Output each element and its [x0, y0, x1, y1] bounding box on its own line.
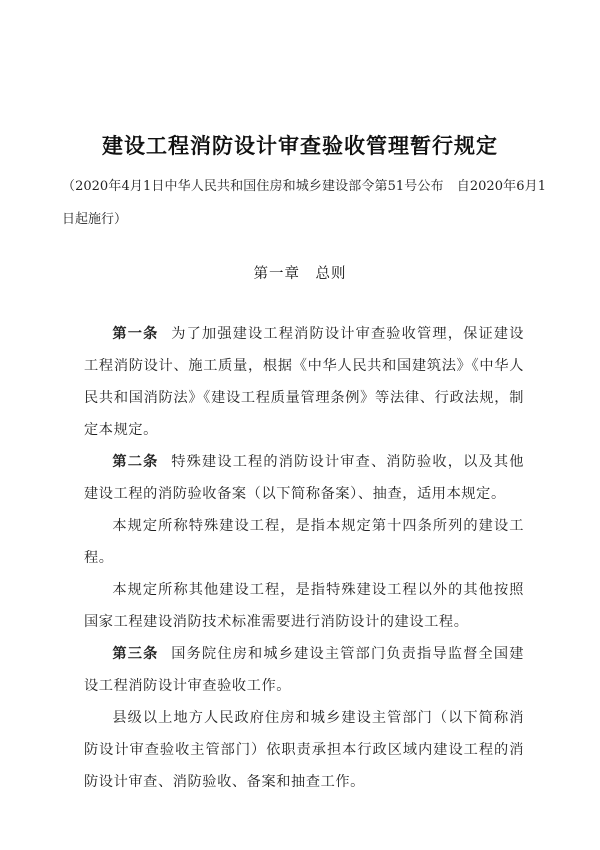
article-label: 第一条	[112, 326, 159, 342]
article-3-clause-paragraph	[84, 702, 524, 798]
article-label: 第二条	[112, 454, 159, 470]
document-body	[84, 318, 524, 798]
article-label: 第三条	[112, 646, 159, 662]
article-text: 本规定所称其他建设工程，是指特殊建设工程以外的其他按照国家工程建设消防技术标准需要进行消防设计的建设工程。	[84, 582, 524, 630]
article-1-paragraph	[84, 318, 524, 446]
article-text: 本规定所称特殊建设工程，是指本规定第十四条所列的建设工程。	[84, 518, 524, 566]
article-2-paragraph	[84, 446, 524, 510]
article-3-paragraph	[84, 638, 524, 702]
article-text: 县级以上地方人民政府住房和城乡建设主管部门（以下简称消防设计审查验收主管部门）依职责承担本行政区域内建设工程的消防设计审查、消防验收、备案和抽查工作。	[84, 710, 524, 790]
article-2-clause-paragraph	[84, 574, 524, 638]
document-title: 建设工程消防设计审查验收管理暂行规定	[102, 134, 498, 158]
article-2-clause-paragraph	[84, 510, 524, 574]
document-subtitle: （2020年4月1日中华人民共和国住房和城乡建设部令第51号公布 自2020年6月1日起施行）	[62, 179, 546, 227]
article-text: 特殊建设工程的消防设计审查、消防验收，以及其他建设工程的消防验收备案（以下简称备案）、抽查，适用本规定。	[84, 454, 524, 502]
article-text: 为了加强建设工程消防设计审查验收管理，保证建设工程消防设计、施工质量，根据《中华人民共和国建筑法》《中华人民共和国消防法》《建设工程质量管理条例》等法律、行政法规，制定本规定。	[84, 326, 524, 438]
chapter-heading: 第一章 总则	[253, 266, 347, 282]
article-text: 国务院住房和城乡建设主管部门负责指导监督全国建设工程消防设计审查验收工作。	[84, 646, 524, 694]
